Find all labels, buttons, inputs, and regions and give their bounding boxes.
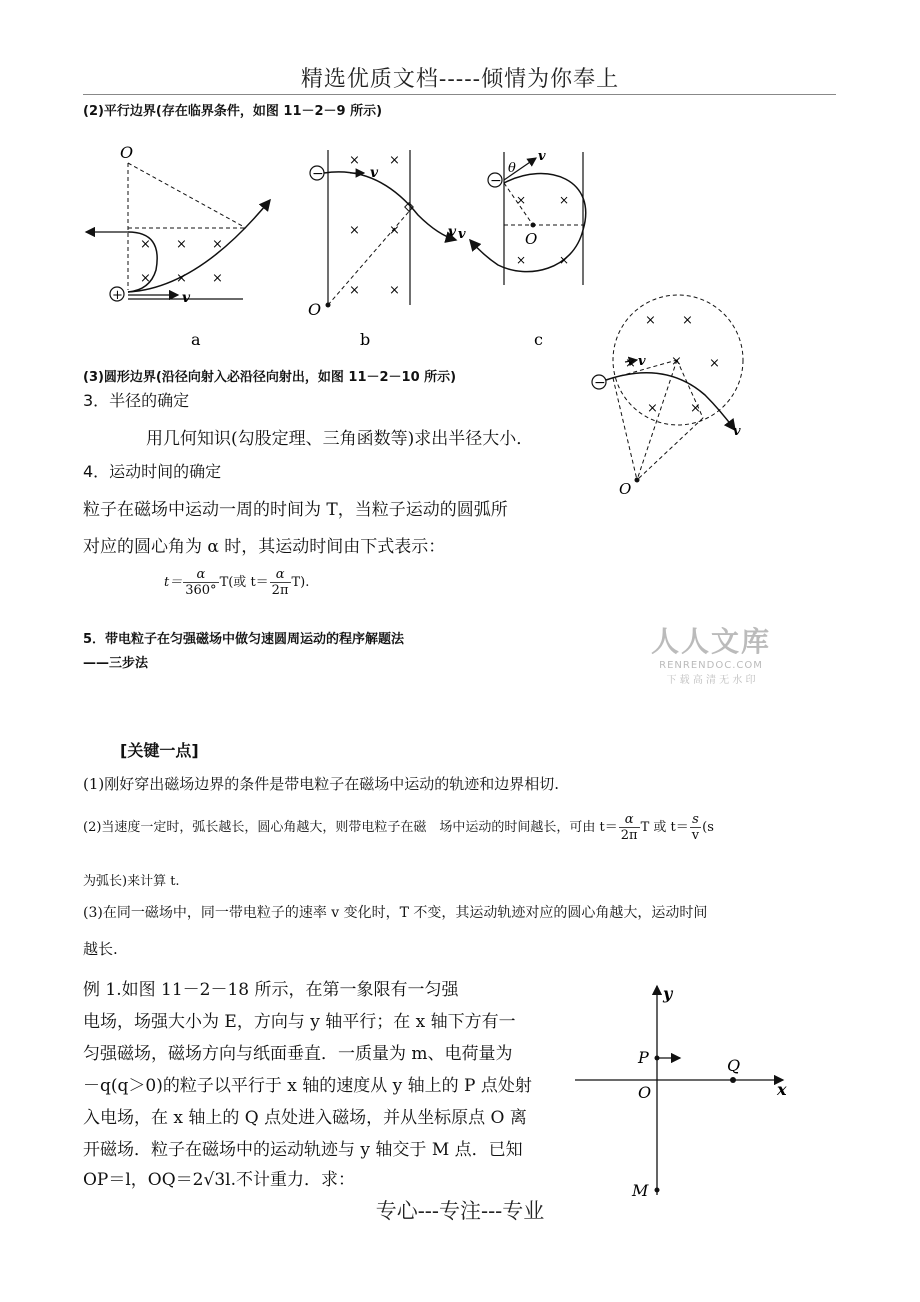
field-cross: × — [140, 237, 151, 252]
key-point-2-text: T 或 t＝ — [640, 820, 689, 835]
page-footer: 专心---专注---专业 — [375, 1199, 545, 1223]
key-point-2-text: (s — [702, 820, 714, 835]
figure-c-label: c — [534, 330, 543, 349]
formula-t: t＝ — [164, 575, 183, 590]
field-cross: × — [389, 223, 400, 238]
point-o-label: O — [638, 1083, 652, 1102]
field-cross: × — [647, 401, 658, 416]
example-line-3: 匀强磁场，磁场方向与纸面垂直．一质量为 m、电荷量为 — [83, 1044, 513, 1064]
key-point-2 — [83, 812, 714, 843]
formula-den: v — [691, 828, 700, 843]
negative-charge-icon: − — [594, 375, 606, 391]
field-cross: × — [349, 223, 360, 238]
key-point-1: (1)刚好穿出磁场边界的条件是带电粒子在磁场中运动的轨迹和边界相切. — [83, 775, 560, 793]
steps-subtitle: ——三步法 — [83, 656, 149, 671]
example-line-7: OP＝l，OQ＝2√3l.不计重力．求： — [83, 1170, 355, 1190]
field-cross: × — [709, 356, 720, 371]
point-o-label: O — [120, 143, 134, 162]
field-cross: × — [212, 237, 223, 252]
formula-fraction — [619, 812, 640, 843]
positive-charge-icon: + — [112, 288, 123, 303]
radius-heading: 3．半径的确定 — [83, 391, 190, 410]
formula-num: α — [270, 567, 291, 583]
field-cross: × — [349, 153, 360, 168]
formula-num: α — [619, 812, 640, 828]
watermark-tagline: 下 载 高 清 无 水 印 — [666, 675, 756, 686]
point-o-label: O — [619, 480, 632, 498]
example-line-2: 电场，场强大小为 E，方向与 y 轴平行；在 x 轴下方有一 — [83, 1012, 516, 1032]
point-o-label: O — [308, 300, 322, 319]
formula-den: 2π — [620, 828, 638, 843]
formula-text: T(或 t＝ — [219, 575, 269, 590]
figure-a-label: a — [191, 330, 201, 349]
field-cross: × — [389, 153, 400, 168]
time-formula — [164, 567, 309, 598]
watermark-title: 人人文库 — [650, 625, 771, 658]
time-text-1: 粒子在磁场中运动一周的时间为 T，当粒子运动的圆弧所 — [83, 500, 508, 520]
field-cross: × — [176, 237, 187, 252]
key-point-title: [关键一点] — [120, 741, 199, 760]
parallel-boundary-title: (2)平行边界(存在临界条件，如图 11－2－9 所示) — [83, 104, 383, 119]
theta-label: θ — [508, 161, 516, 176]
velocity-label: v — [182, 290, 191, 306]
point-p-label: P — [638, 1048, 649, 1067]
velocity-label: v — [538, 149, 546, 164]
example-line-4: －q(q＞0)的粒子以平行于 x 轴的速度从 y 轴上的 P 点处射 — [83, 1076, 532, 1096]
field-cross: × — [176, 271, 187, 286]
figure-b — [308, 150, 457, 349]
point-q-label: Q — [727, 1056, 741, 1075]
key-point-2-text: (2)当速度一定时，弧长越长，圆心角越大，则带电粒子在磁 场中运动的时间越长，可由 t＝ — [83, 820, 618, 835]
figure-parallel-boundary — [78, 140, 598, 355]
key-point-3-line2: 越长. — [83, 940, 118, 958]
negative-charge-icon: − — [312, 166, 324, 182]
formula-num: α — [183, 567, 218, 583]
field-cross: × — [389, 283, 400, 298]
watermark — [646, 620, 776, 686]
y-axis-label: y — [663, 984, 673, 1003]
field-cross: × — [212, 271, 223, 286]
page-header: 精选优质文档-----倾情为你奉上 — [300, 67, 620, 92]
velocity-label: v — [448, 224, 457, 240]
field-cross: × — [690, 401, 701, 416]
velocity-label: v — [638, 354, 646, 369]
example-line-1: 例 1.如图 11－2－18 所示，在第一象限有一匀强 — [83, 980, 459, 1000]
time-text-2: 对应的圆心角为 α 时，其运动时间由下式表示： — [83, 537, 446, 557]
field-cross: × — [516, 193, 527, 207]
time-heading: 4．运动时间的确定 — [83, 462, 222, 481]
watermark-url: RENRENDOC.COM — [659, 660, 763, 671]
formula-den: 2π — [271, 583, 289, 598]
example-line-5: 入电场，在 x 轴上的 Q 点处进入磁场，并从坐标原点 O 离 — [83, 1108, 527, 1128]
velocity-label: v — [370, 165, 379, 181]
formula-text: T). — [291, 575, 310, 590]
figure-a — [86, 143, 270, 349]
negative-charge-icon: − — [490, 173, 502, 189]
key-point-2-line2: 为弧长)来计算 t. — [83, 874, 180, 889]
circular-boundary-title: (3)圆形边界(沿径向射入必沿径向射出，如图 11－2－10 所示) — [83, 370, 457, 385]
formula-num: s — [690, 812, 701, 828]
field-cross: × — [516, 253, 527, 267]
field-cross: × — [671, 354, 682, 369]
steps-title: 5．带电粒子在匀强磁场中做匀速圆周运动的程序解题法 — [83, 632, 405, 647]
point-o-label: O — [525, 230, 538, 248]
field-cross: × — [625, 356, 636, 371]
field-cross: × — [559, 253, 570, 267]
x-axis-label: x — [777, 1080, 787, 1099]
field-cross: × — [140, 271, 151, 286]
figure-coordinate-axes — [570, 980, 800, 1205]
formula-fraction — [183, 567, 218, 598]
figure-circular-boundary — [585, 290, 760, 505]
header-rule — [83, 94, 836, 95]
formula-fraction — [690, 812, 701, 843]
key-point-3: (3)在同一磁场中，同一带电粒子的速率 v 变化时，T 不变，其运动轨迹对应的圆心角越大，运动时间 — [83, 905, 708, 921]
formula-den: 360° — [185, 583, 217, 598]
formula-fraction — [270, 567, 291, 598]
point-m-label: M — [632, 1181, 649, 1200]
field-cross: × — [349, 283, 360, 298]
figure-c — [458, 149, 586, 349]
velocity-label: v — [458, 227, 466, 242]
field-cross: × — [682, 313, 693, 328]
figure-b-label: b — [360, 330, 371, 349]
example-line-6: 开磁场．粒子在磁场中的运动轨迹与 y 轴交于 M 点．已知 — [83, 1140, 523, 1160]
field-cross: × — [559, 193, 570, 207]
field-cross: × — [645, 313, 656, 328]
radius-text: 用几何知识(勾股定理、三角函数等)求出半径大小． — [146, 429, 534, 449]
velocity-label: v — [733, 424, 741, 439]
